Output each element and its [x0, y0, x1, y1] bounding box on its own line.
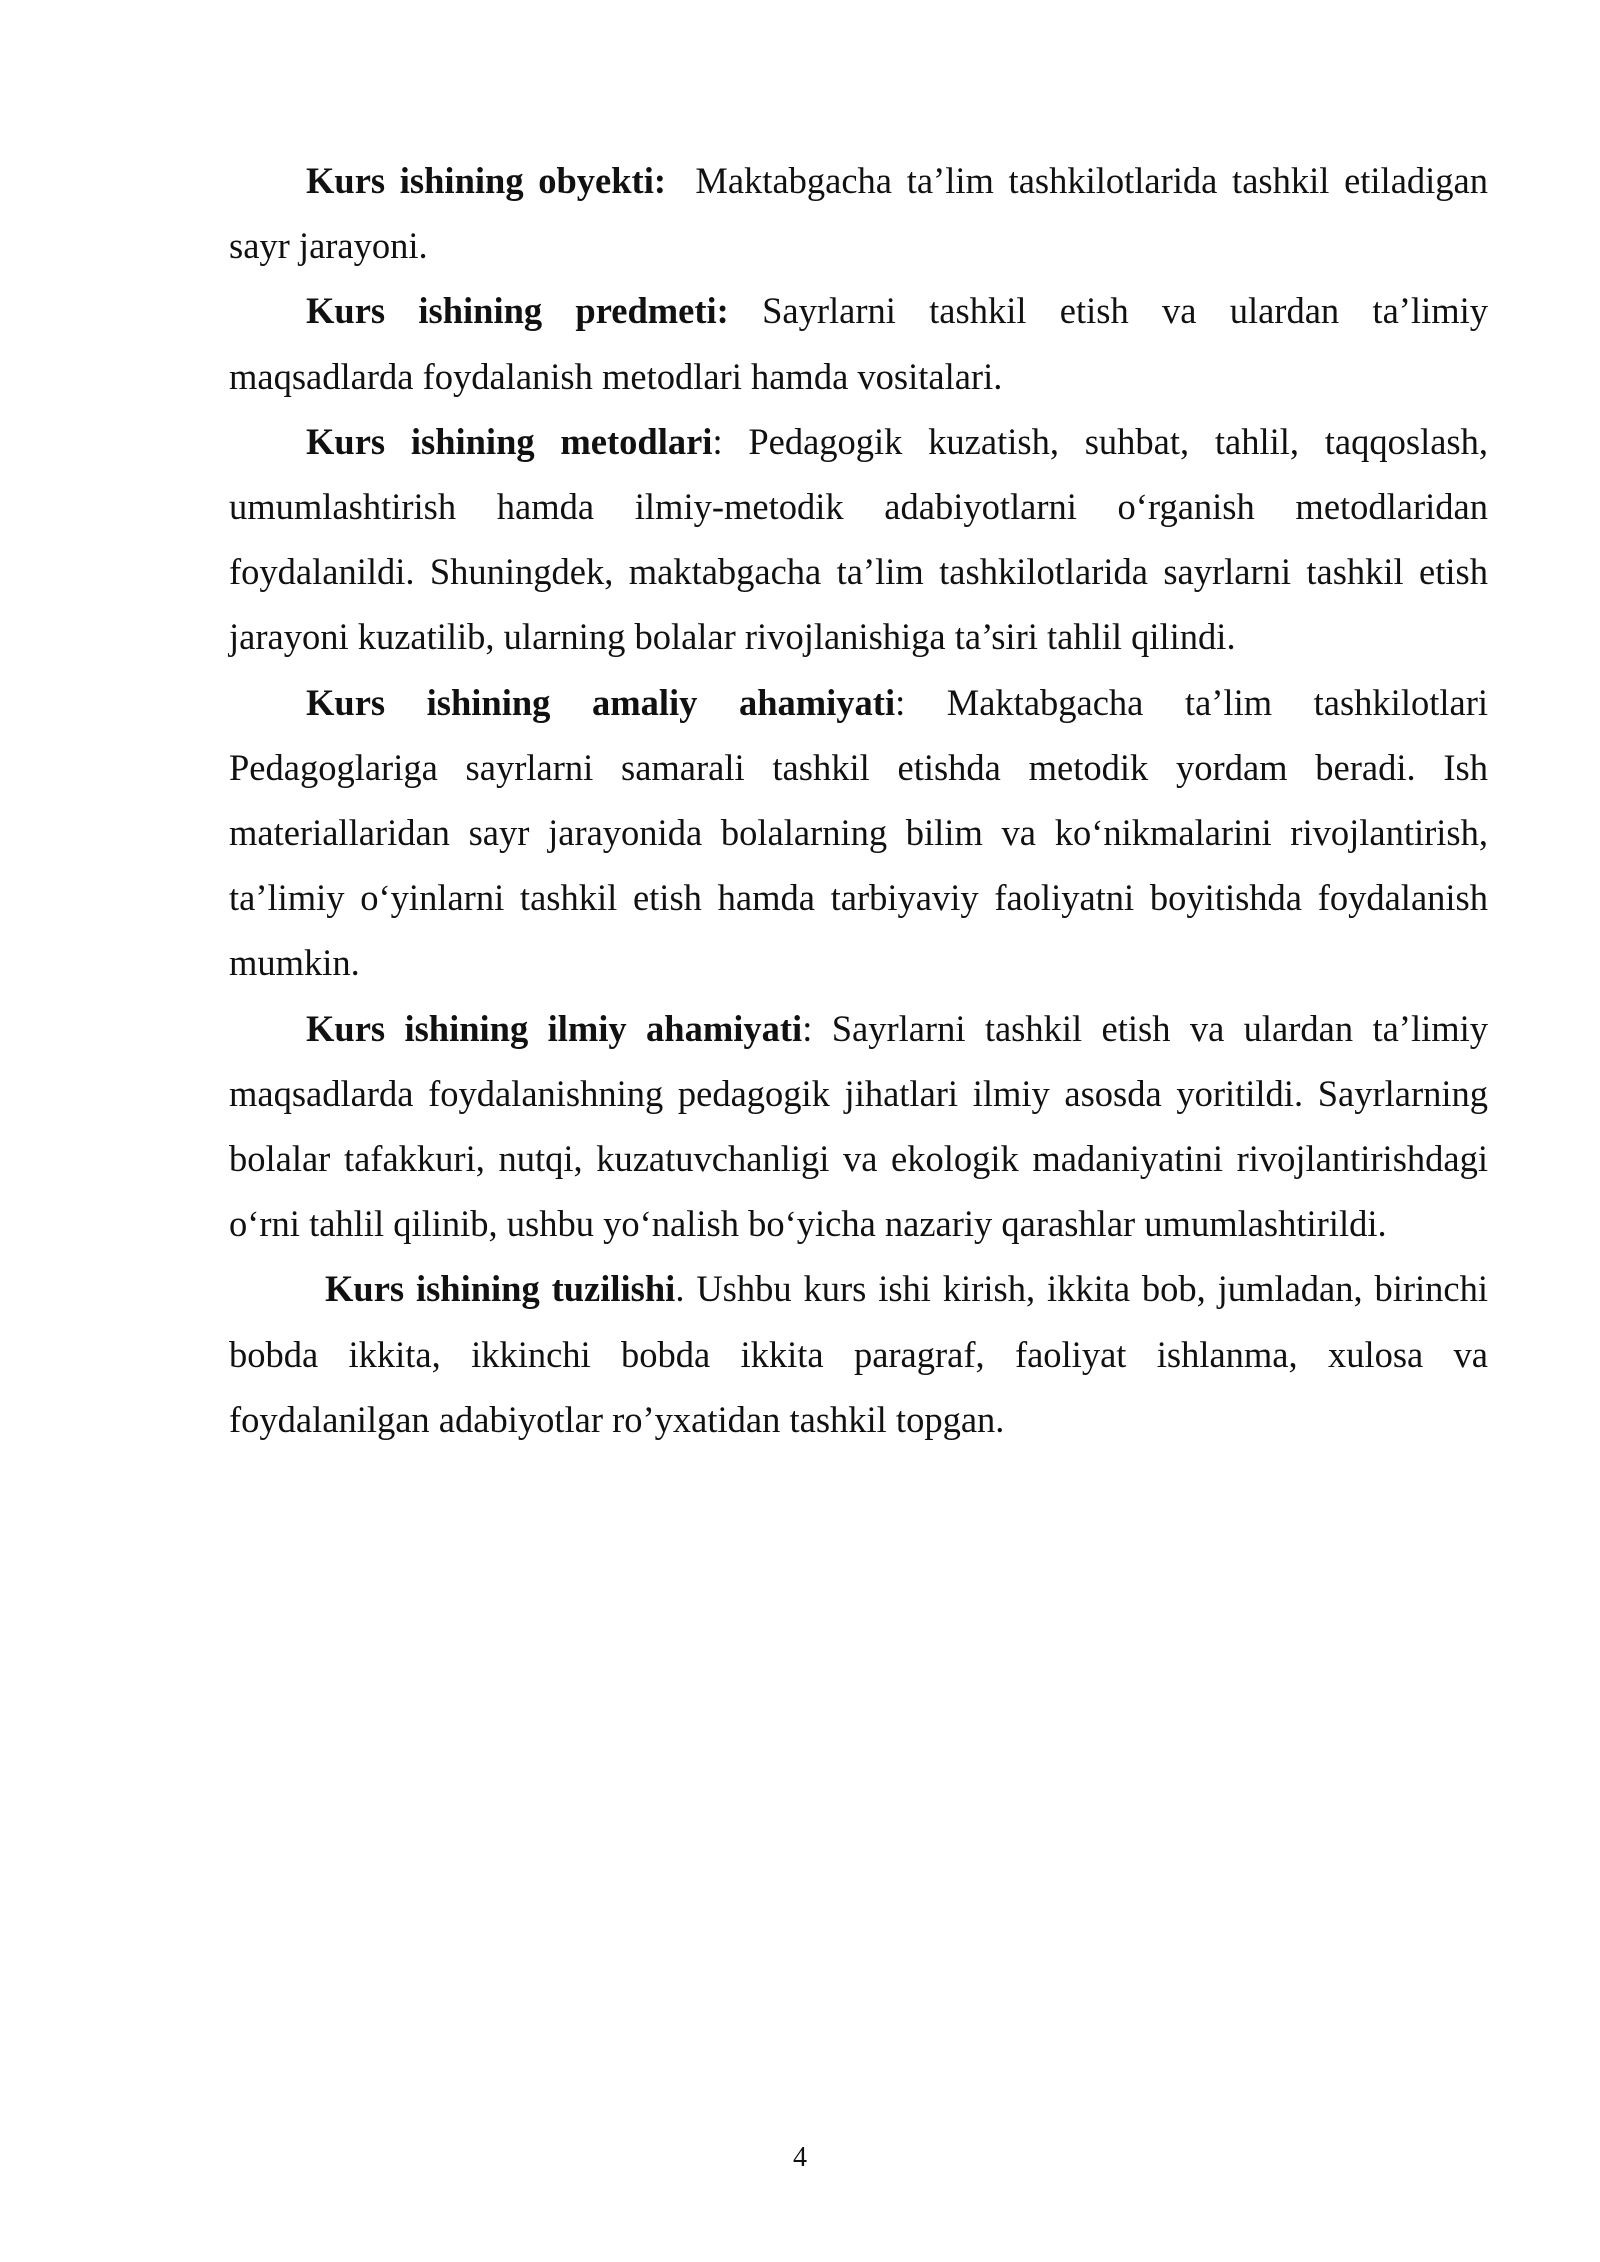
- paragraph-text: : Pedagogik kuzatish, suhbat, tahlil, taqqoslash, umumlashtirish hamda ilmiy-metodik adabiyotlarni o‘rganish metodlaridan foydalanildi. Shuningdek, maktabgacha ta’lim tashkilotlarida sayrlarni tashkil etish jarayoni kuzatilib, ularning bolalar rivojlanishiga ta’siri tahlil qilindi.: [229, 420, 1488, 658]
- paragraph-label: Kurs ishining metodlari: [306, 420, 713, 462]
- paragraph-text: Sayrlarni tashkil etish va ulardan ta’limiy maqsadlarda foydalanish metodlari hamda vositalari.: [229, 290, 1488, 397]
- paragraph-text: Maktabgacha ta’lim tashkilotlarida tashkil etiladigan sayr jarayoni.: [229, 160, 1498, 267]
- paragraph-label: Kurs ishining obyekti:: [306, 160, 667, 201]
- paragraph-object: [229, 148, 1498, 278]
- paragraph-structure: [229, 1256, 1488, 1452]
- page-body: [229, 148, 1498, 1452]
- paragraph-text: . Ushbu kurs ishi kirish, ikkita bob, jumladan, birinchi bobda ikkita, ikkinchi bobda ikkita paragraf, faoliyat ishlanma, xulosa va foydalanilgan adabiyotlar ro’yxatidan tashkil topgan.: [229, 1268, 1489, 1440]
- paragraph-label: Kurs ishining ilmiy ahamiyati: [306, 1007, 803, 1049]
- paragraph-label: Kurs ishining amaliy ahamiyati: [306, 681, 896, 723]
- page-number: 4: [793, 2142, 807, 2173]
- paragraph-practical-significance: [229, 670, 1488, 996]
- paragraph-text: : Sayrlarni tashkil etish va ulardan ta’limiy maqsadlarda foydalanishning pedagogik jihatlari ilmiy asosda yoritildi. Sayrlarning bolalar tafakkuri, nutqi, kuzatuvchanligi va ekologik madaniyatini rivojlantirishdagi o‘rni tahlil qilinib, ushbu yo‘nalish bo‘yicha nazariy qarashlar umumlashtirildi.: [229, 1007, 1489, 1245]
- paragraph-text: : Maktabgacha ta’lim tashkilotlari Pedagoglariga sayrlarni samarali tashkil etishda metodik yordam beradi. Ish materiallaridan sayr jarayonida bolalarning bilim va ko‘nikmalarini rivojlantirish, ta’limiy o‘yinlarni tashkil etish hamda tarbiyaviy faoliyatni boyitishda foydalanish mumkin.: [229, 681, 1488, 984]
- paragraph-methods: [229, 409, 1488, 670]
- paragraph-label: Kurs ishining tuzilishi: [325, 1268, 676, 1310]
- paragraph-scientific-significance: [229, 996, 1488, 1257]
- paragraph-subject: [229, 278, 1488, 408]
- paragraph-label: Kurs ishining predmeti:: [306, 290, 729, 332]
